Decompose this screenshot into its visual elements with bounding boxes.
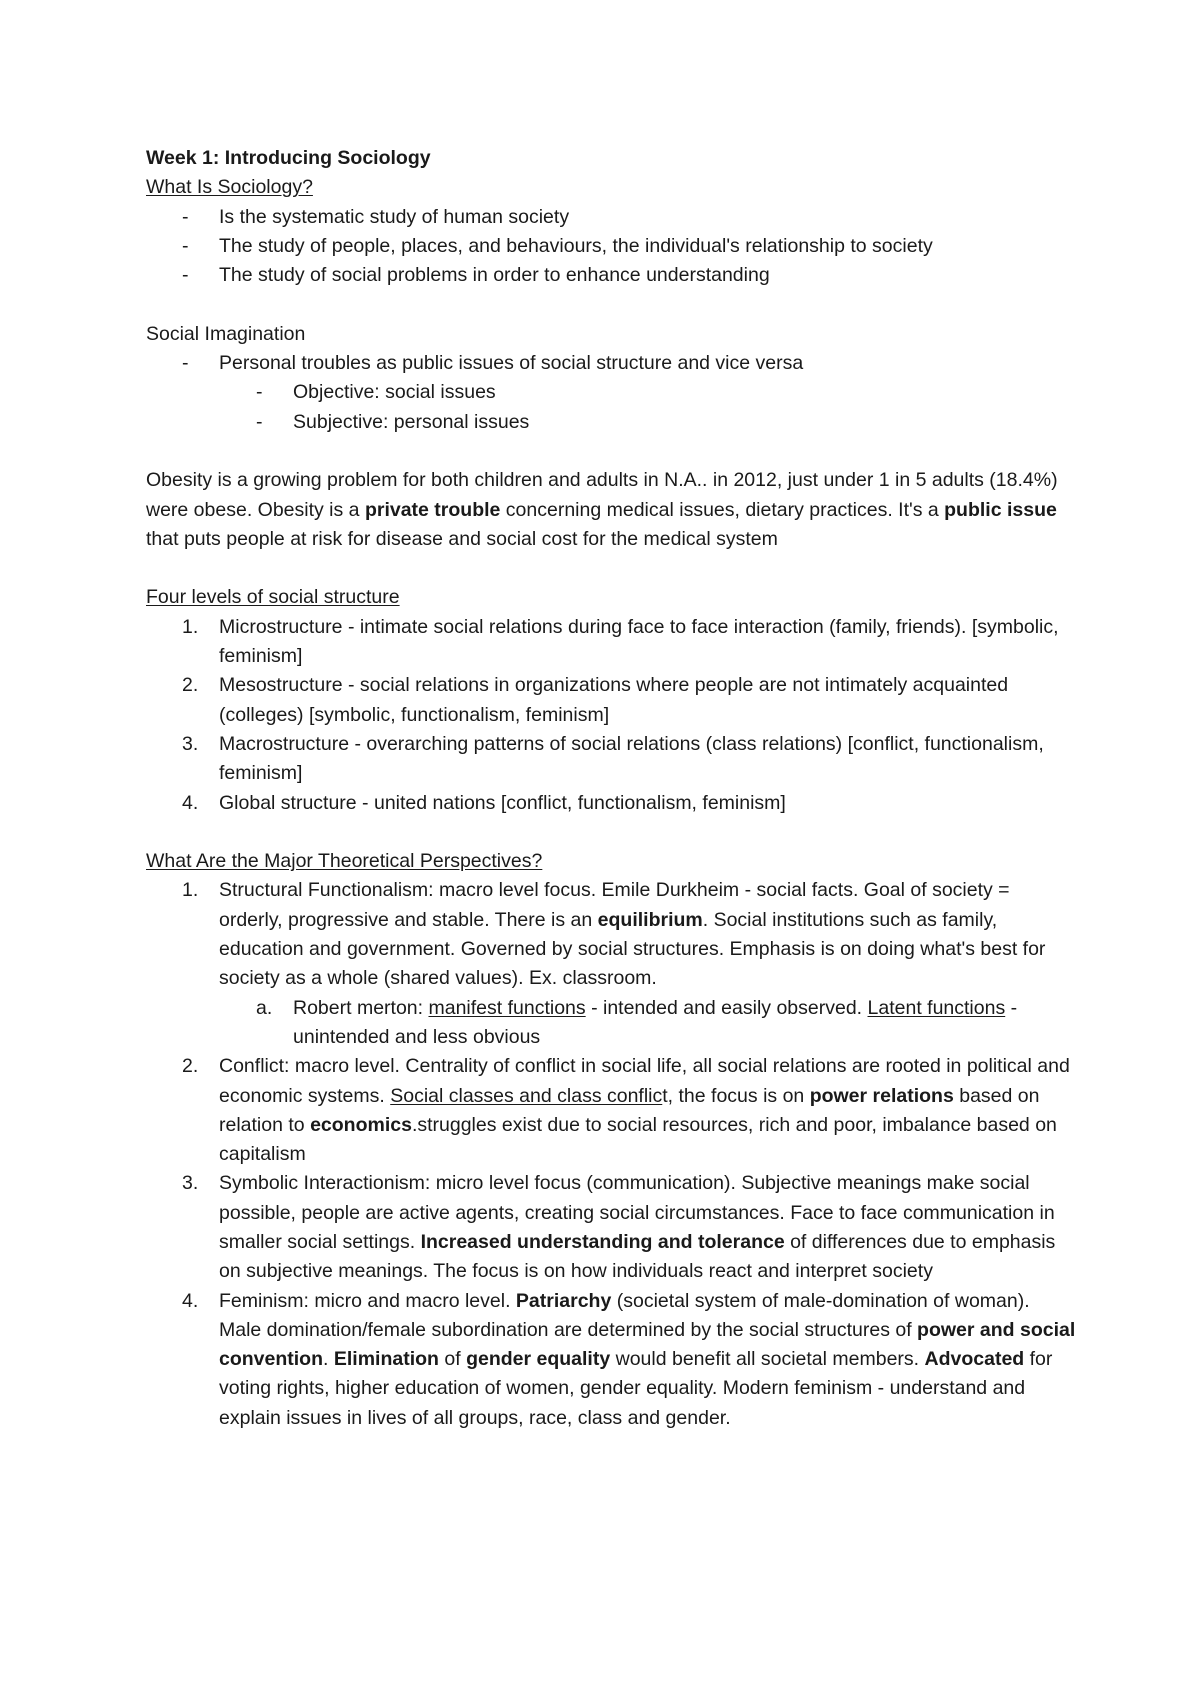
dash-bullet: - — [256, 410, 263, 433]
number-marker: 3. — [182, 732, 199, 755]
numbered-item: 2. Conflict: macro level. Centrality of conflict in social life, all social relations are rooted in political and economic systems. Social classes and class conflict, the focus is on power relations based on relation to economics.struggles exist due to social resources, rich and poor, imbalance based on capitalism — [146, 1052, 1076, 1169]
sub-list-item: a. Robert merton: manifest functions - intended and easily observed. Latent functions - unintended and less obvious — [146, 994, 1076, 1053]
dash-bullet: - — [182, 205, 189, 228]
number-marker: 2. — [182, 674, 199, 697]
bold-term: Patriarchy — [515, 1289, 612, 1312]
number-marker: 4. — [182, 1289, 199, 1312]
section-heading-what-is-sociology: What Is Sociology? — [146, 176, 313, 199]
bold-term: equilibrium — [597, 908, 703, 931]
underlined-term: Latent functions — [867, 996, 1006, 1019]
bold-term: Elimination — [333, 1348, 439, 1371]
numbered-item: 1. Microstructure - intimate social relations during face to face interaction (family, friends). [symbolic, feminism] — [146, 613, 1076, 672]
dash-bullet: - — [182, 352, 189, 375]
section-heading-four-levels: Four levels of social structure — [146, 586, 400, 609]
bold-term: Advocated — [924, 1348, 1025, 1371]
numbered-item: 4. Feminism: micro and macro level. Patriarchy (societal system of male-domination of woman). Male domination/female subordination are determined by the social structures of power and social convention. Elimination of gender equality would benefit all societal members. Advocated for voting rights, higher education of women, gender equality. Modern feminism - understand and explain issues in lives of all groups, race, class and gender. — [146, 1287, 1076, 1433]
bold-term: power and social convention — [219, 1318, 1076, 1371]
section-heading-theoretical-perspectives: What Are the Major Theoretical Perspectives? — [146, 850, 543, 873]
bold-term: gender equality — [466, 1348, 611, 1371]
bold-term: power relations — [809, 1084, 954, 1107]
underlined-term: Social classes and class conflic — [390, 1084, 663, 1107]
numbered-item: 1. Structural Functionalism: macro level focus. Emile Durkheim - social facts. Goal of society = orderly, progressive and stable. There is an equilibrium. Social institutions such as family, education and government. Governed by social structures. Emphasis is on doing what's best for society as a whole (shared values). Ex. classroom. — [146, 876, 1076, 993]
number-marker: 1. — [182, 615, 199, 638]
numbered-item: 3. Macrostructure - overarching patterns of social relations (class relations) [conflict, functionalism, feminism] — [146, 730, 1076, 789]
number-marker: 1. — [182, 879, 199, 902]
list-item: - The study of social problems in order to enhance understanding — [146, 261, 1076, 290]
bold-term: Increased understanding and tolerance — [420, 1230, 785, 1253]
social-imagination-list — [146, 349, 1076, 437]
underlined-term: manifest functions — [428, 996, 586, 1019]
letter-marker: a. — [256, 996, 273, 1019]
sub-list-item: - Subjective: personal issues — [146, 408, 1076, 437]
dash-bullet: - — [256, 381, 263, 404]
bold-term: public issue — [944, 498, 1057, 521]
dash-bullet: - — [182, 234, 189, 257]
dash-bullet: - — [182, 264, 189, 287]
numbered-item: 4. Global structure - united nations [conflict, functionalism, feminism] — [146, 789, 1076, 818]
list-item: - Personal troubles as public issues of social structure and vice versa — [146, 349, 1076, 378]
number-marker: 3. — [182, 1172, 199, 1195]
numbered-item: 3. Symbolic Interactionism: micro level focus (communication). Subjective meanings make social possible, people are active agents, creating social circumstances. Face to face communication in smaller social settings. Increased understanding and tolerance of differences due to emphasis on subjective meanings. The focus is on how individuals react and interpret society — [146, 1169, 1076, 1286]
sub-list-item: - Objective: social issues — [146, 378, 1076, 407]
obesity-paragraph: Obesity is a growing problem for both children and adults in N.A.. in 2012, just under 1 in 5 adults (18.4%) were obese. Obesity is a private trouble concerning medical issues, dietary practices. It's a public issue that puts people at risk for disease and social cost for the medical system — [146, 469, 1058, 550]
section-heading-social-imagination: Social Imagination — [146, 322, 306, 345]
document-page — [146, 144, 1076, 1433]
list-item: - The study of people, places, and behaviours, the individual's relationship to society — [146, 232, 1076, 261]
sociology-definition-list — [146, 203, 1076, 291]
four-levels-list — [146, 613, 1076, 818]
bold-term: private trouble — [364, 498, 501, 521]
number-marker: 2. — [182, 1055, 199, 1078]
list-item: - Is the systematic study of human society — [146, 203, 1076, 232]
page-title: Week 1: Introducing Sociology — [146, 147, 431, 169]
number-marker: 4. — [182, 791, 199, 814]
numbered-item: 2. Mesostructure - social relations in organizations where people are not intimately acquainted (colleges) [symbolic, functionalism, feminism] — [146, 671, 1076, 730]
bold-term: economics — [310, 1113, 412, 1136]
perspectives-list — [146, 876, 1076, 1433]
